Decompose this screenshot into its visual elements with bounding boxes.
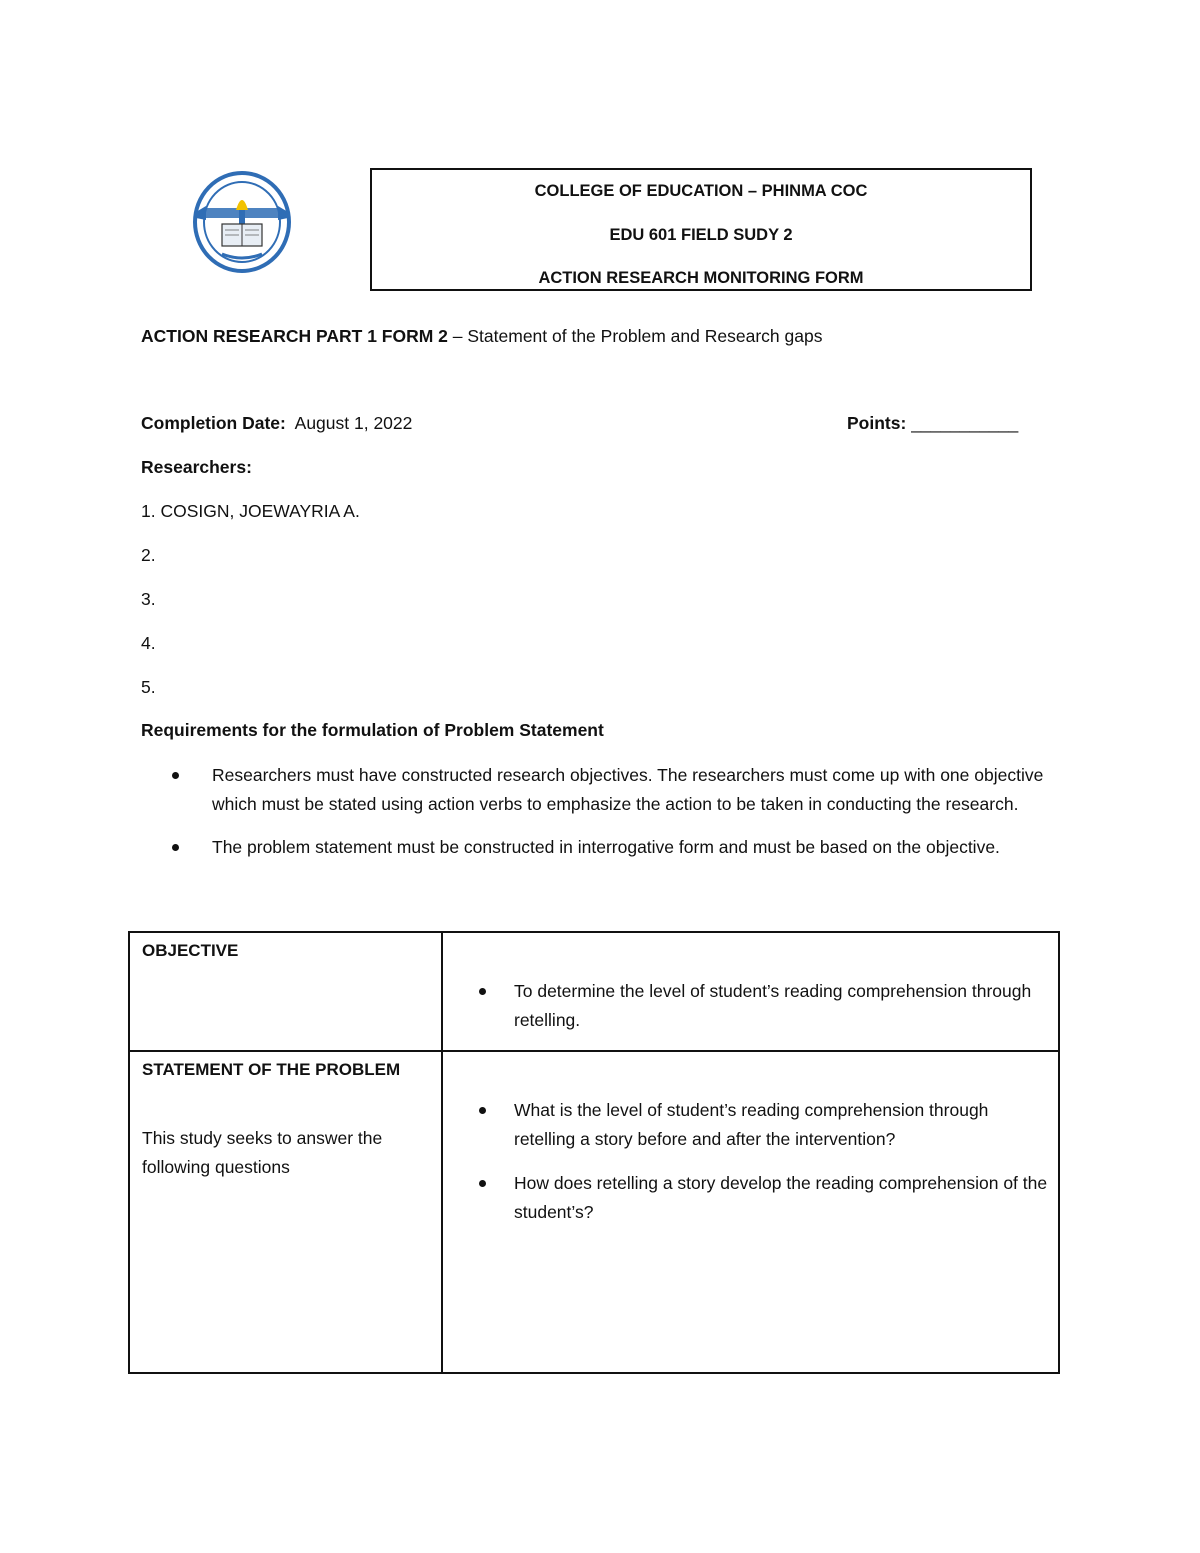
header-form-name: ACTION RESEARCH MONITORING FORM [538, 269, 864, 287]
table-row [129, 932, 1059, 1051]
problem-question: How does retelling a story develop the reading comprehension of the student’s? [514, 1173, 1048, 1222]
objective-label: OBJECTIVE [142, 941, 239, 960]
header-college: COLLEGE OF EDUCATION – PHINMA COC [534, 182, 868, 200]
objective-label-cell [129, 932, 442, 1051]
bullet-icon [479, 988, 486, 995]
points-blank: ___________ [911, 413, 1019, 433]
bullet-icon [172, 844, 179, 851]
header-course: EDU 601 FIELD SUDY 2 [609, 226, 793, 244]
list-item [172, 833, 1072, 862]
problem-content-cell [442, 1051, 1059, 1373]
completion-date [141, 413, 412, 434]
college-seal-logo [192, 170, 292, 274]
researcher-4: 4. [141, 633, 156, 653]
researcher-1: 1. COSIGN, JOEWAYRIA A. [141, 501, 360, 521]
researchers-label: Researchers: [141, 457, 252, 477]
form-title-bold: ACTION RESEARCH PART 1 FORM 2 [141, 326, 448, 346]
points-label: Points: [847, 413, 907, 433]
list-item [479, 1169, 1054, 1226]
form-title-rest: – Statement of the Problem and Research gaps [447, 326, 823, 346]
objective-problem-table [128, 931, 1060, 1374]
header-box [370, 168, 1032, 291]
bullet-icon [172, 772, 179, 779]
list-item [479, 1096, 1054, 1153]
requirement-text: Researchers must have constructed research objectives. The researchers must come up with one objective which must be stated using action verbs to emphasize the action to be taken in conducting the research. [212, 765, 1044, 814]
requirements-list [172, 761, 1072, 877]
points-field [847, 413, 1018, 434]
bullet-icon [479, 1180, 486, 1187]
problem-question: What is the level of student’s reading comprehension through retelling a story before and after the intervention? [514, 1100, 989, 1149]
form-title [141, 326, 822, 347]
problem-label: STATEMENT OF THE PROBLEM [142, 1060, 401, 1079]
list-item [172, 761, 1072, 818]
requirement-text: The problem statement must be constructed in interrogative form and must be based on the objective. [212, 837, 1000, 857]
researcher-2: 2. [141, 545, 156, 565]
problem-label-cell [129, 1051, 442, 1373]
list-item [479, 977, 1058, 1034]
problem-note: This study seeks to answer the following questions [142, 1128, 383, 1177]
objective-text: To determine the level of student’s reading comprehension through retelling. [514, 981, 1032, 1030]
requirements-heading: Requirements for the formulation of Problem Statement [141, 720, 604, 740]
researcher-5: 5. [141, 677, 156, 697]
table-row [129, 1051, 1059, 1373]
bullet-icon [479, 1107, 486, 1114]
completion-value: August 1, 2022 [294, 413, 413, 433]
completion-label: Completion Date: [141, 413, 286, 433]
researcher-3: 3. [141, 589, 156, 609]
objective-content-cell [442, 932, 1059, 1051]
